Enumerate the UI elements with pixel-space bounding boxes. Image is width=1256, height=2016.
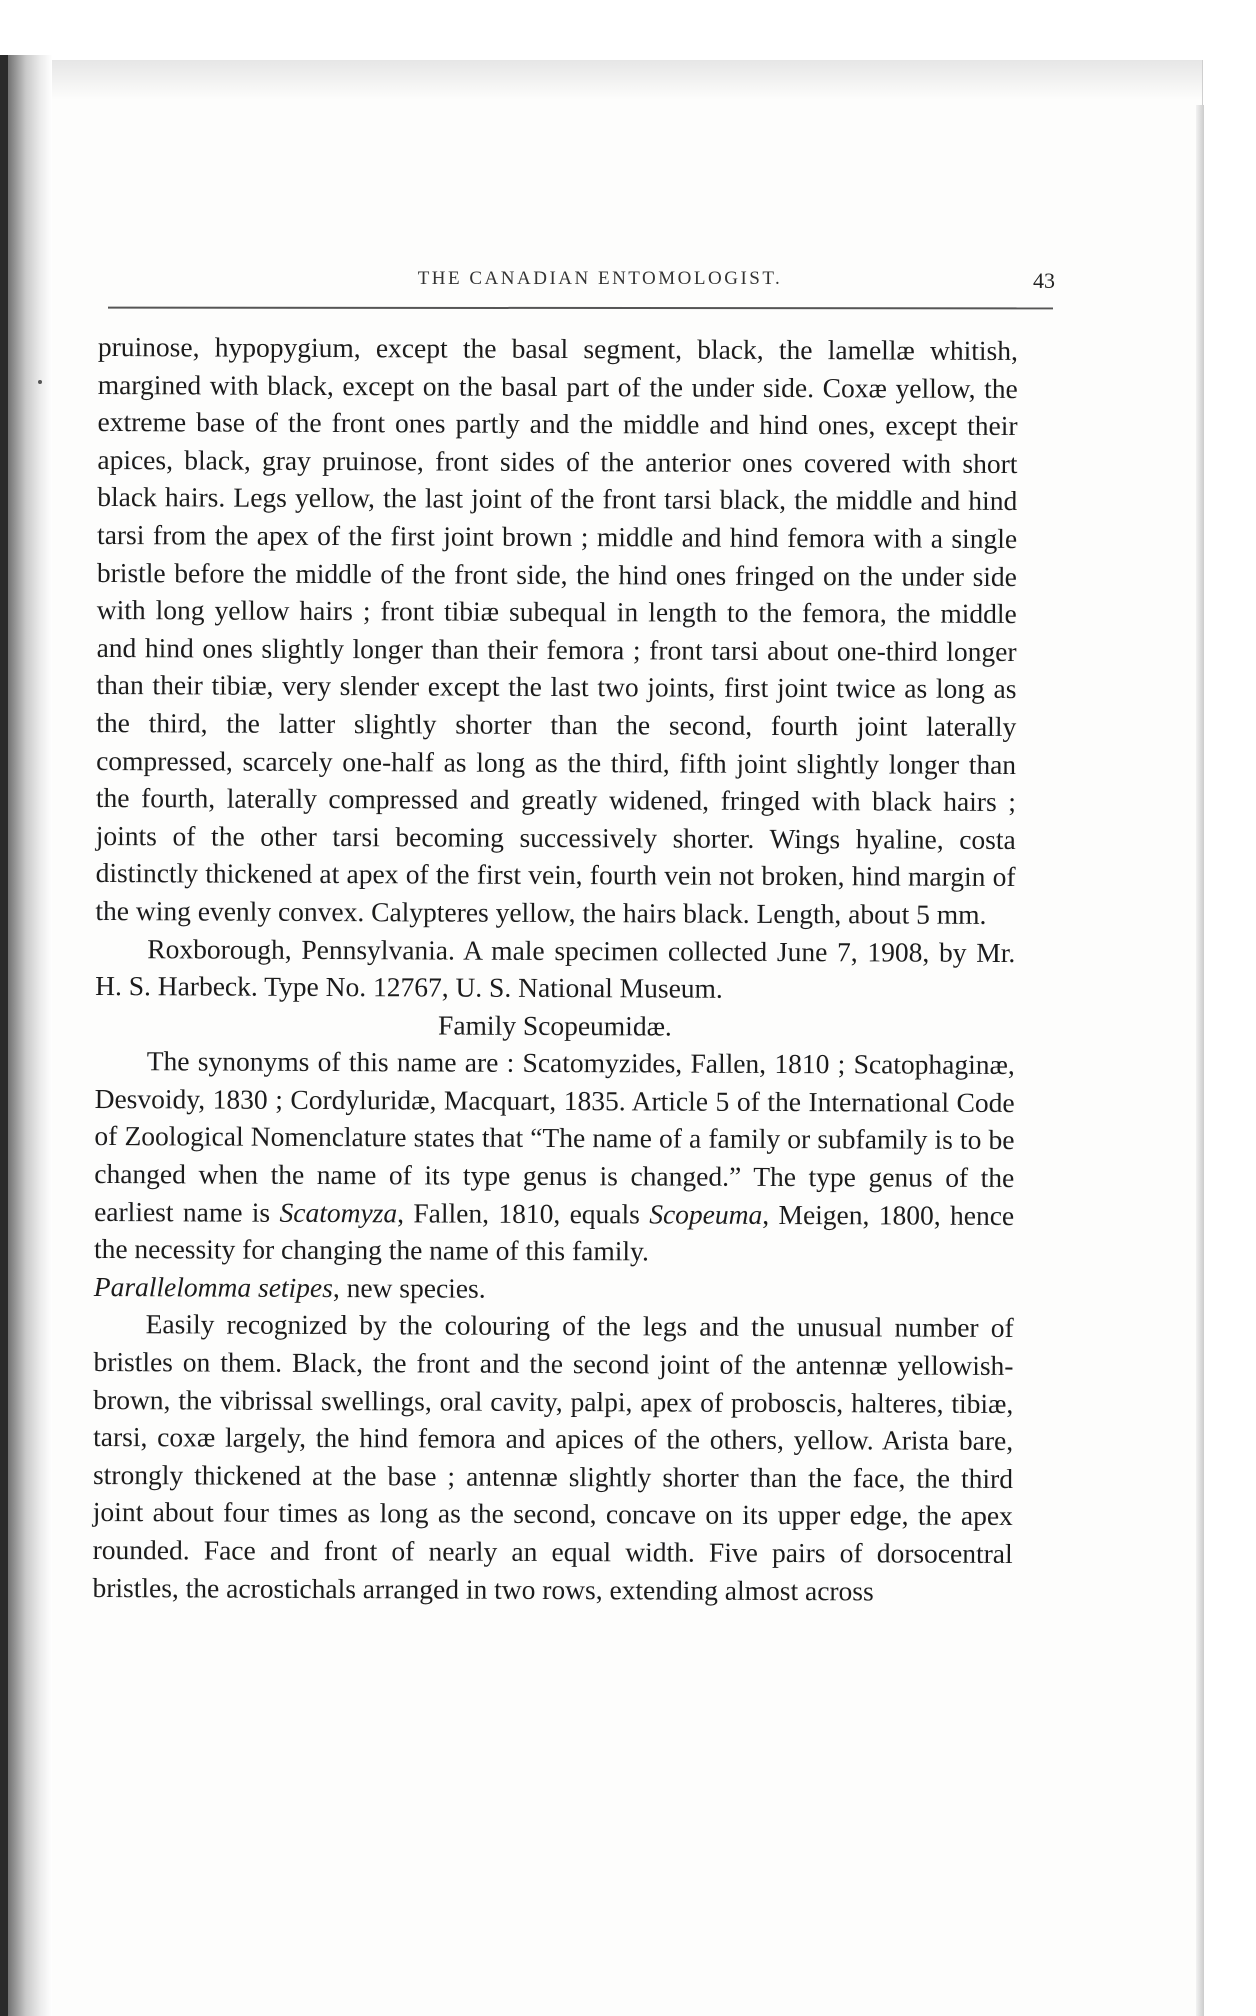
article-body <box>92 328 1018 1610</box>
paragraph-species-description: Easily recognized by the colouring of the legs and the unusual number of bristles on them. Black, the front and the second joint of the antennæ yellowish-brown, the vibrissal swellings, oral cavity, palpi, apex of proboscis, halteres, tibiæ, tarsi, coxæ largely, the hind femora and apices of the others, yellow. Arista bare, strongly thickened at the base ; antennæ slightly shorter than the face, the third joint about four times as long as the second, concave on its upper edge, the apex rounded. Face and front of nearly an equal width. Five pairs of dorsocentral bristles, the acrostichals arranged in two rows, extending almost across <box>92 1308 1014 1606</box>
paragraph-description-continued: pruinose, hypopygium, except the basal segment, black, the lamellæ whitish, margined with black, except on the basal part of the under side. Coxæ yellow, the extreme base of the front ones partly and the middle and hind ones, except their apices, black, gray pruinose, front sides of the anterior ones covered with short black hairs. Legs yellow, the last joint of the front tarsi black, the middle and hind tarsi from the apex of the first joint brown ; middle and hind femora with a single bristle before the middle of the front side, the hind ones fringed on the under side with long yellow hairs ; front tibiæ subequal in length to the femora, the middle and hind ones slightly longer than their femora ; front tarsi about one-third longer than their tibiæ, very slender except the last two joints, first joint twice as long as the third, the latter slightly shorter than the second, fourth joint laterally compressed, scarcely one-half as long as the third, fifth joint slightly longer than the fourth, laterally compressed and greatly widened, fringed with black hairs ; joints of the other tarsi becoming successively shorter. Wings hyaline, costa distinctly thickened at apex of the first vein, fourth vein not broken, hind margin of the wing evenly convex. Calypteres yellow, the hairs black. Length, about 5 mm. <box>95 330 1018 930</box>
margin-dot <box>38 380 42 384</box>
species-name: Parallelomma setipes <box>93 1270 333 1303</box>
page-top-shadow <box>52 60 1202 100</box>
genus-scatomyza: Scatomyza <box>279 1196 398 1228</box>
page-right-edge <box>1196 105 1204 2016</box>
species-heading <box>94 1268 1014 1310</box>
running-head: THE CANADIAN ENTOMOLOGIST. <box>417 268 783 289</box>
synonyms-text-a: The synonyms of this name are : Scatomyzides, Fallen, 1810 ; Scatophaginæ, Desvoidy, 1830 ; Cordyluridæ, Macquart, 1835. Article 5 of the International Code of Zoological Nomenclature states that “The name of a family or subfamily is to be changed when the name of its type genus is changed.” The type genus of the earliest name is <box>94 1045 1015 1228</box>
page-header <box>100 268 1055 308</box>
paragraph-synonyms <box>94 1042 1015 1272</box>
page-number: 43 <box>1033 268 1055 293</box>
species-suffix: , new species. <box>332 1271 486 1304</box>
synonyms-text-c: , Meigen, 1800, hence the necessity for changing the name of this family. <box>93 1198 1015 1267</box>
genus-scopeuma: Scopeuma <box>649 1198 763 1230</box>
family-heading: Family Scopeumidæ. <box>438 1009 672 1042</box>
paragraph-locality: Roxborough, Pennsylvania. A male specimen collected June 7, 1908, by Mr. H. S. Harbeck. Type No. 12767, U. S. National Museum. <box>95 932 1016 1004</box>
book-binding-edge <box>0 55 8 2016</box>
synonyms-text-b: , Fallen, 1810, equals <box>397 1196 650 1230</box>
